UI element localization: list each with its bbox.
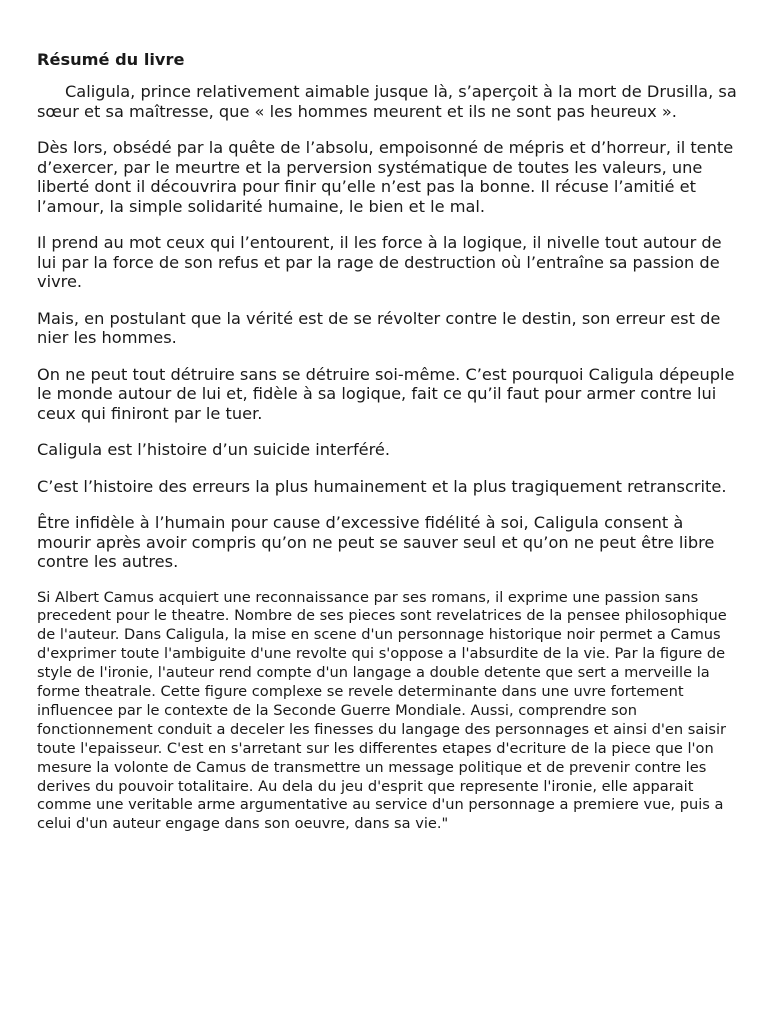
summary-paragraph-2: Dès lors, obsédé par la quête de l’absolu, empoisonné de mépris et d’horreur, il tente d’exercer, par le meurtre et la perversion systématique de toutes les valeurs, une liberté dont il découvrira pour finir qu’elle n’est pas la bonne. Il récuse l’amitié et l’amour, la simple solidarité humaine, le bien et le mal. (37, 138, 734, 216)
summary-paragraph-8: Être infidèle à l’humain pour cause d’excessive fidélité à soi, Caligula consent à mourir après avoir compris qu’on ne peut se sauver seul et qu’on ne peut être libre contre les autres. (37, 513, 715, 571)
summary-paragraph-7: C’est l’histoire des erreurs la plus humainement et la plus tragiquement retranscrite. (37, 476, 727, 496)
summary-paragraph-1: Caligula, prince relativement aimable jusque là, s’aperçoit à la mort de Drusilla, sa sœur et sa maîtresse, que « les hommes meurent et ils ne sont pas heureux ». (37, 82, 737, 121)
summary-paragraph-6: Caligula est l’histoire d’un suicide interféré. (37, 440, 391, 459)
section-title: Résumé du livre (37, 50, 185, 69)
summary-paragraph-5: On ne peut tout détruire sans se détruire soi-même. C’est pourquoi Caligula dépeuple le monde autour de lui et, fidèle à sa logique, fait ce qu’il faut pour armer contre lui ceux qui finiront par le tuer. (37, 364, 735, 423)
book-summary (37, 82, 738, 572)
review-paragraph: Si Albert Camus acquiert une reconnaissance par ses romans, il exprime une passion sans precedent pour le theatre. Nombre de ses pieces sont revelatrices de la pensee philosophique de l'auteur. Dans Caligula, la mise en scene d'un personnage historique noir permet a Camus d'exprimer toute l'ambiguite d'une revolte qui s'oppose a l'absurdite de la vie. Par la figure de style de l'ironie, l'auteur rend compte d'un langage a double detente que sert a merveille la forme theatrale. Cette figure complexe se revele determinante dans une uvre fortement influencee par le contexte de la Seconde Guerre Mondiale. Aussi, comprendre son fonctionnement conduit a deceler les finesses du langage des personnages et ainsi d'en saisir toute l'epaisseur. C'est en s'arretant sur les differentes etapes d'ecriture de la piece que l'on mesure la volonte de Camus de transmettre un message politique et de prevenir contre les derives du pouvoir totalitaire. Au dela du jeu d'esprit que represente l'ironie, elle apparait comme une veritable arme argumentative au service d'un personnage a premiere vue, puis a celui d'un auteur engage dans son oeuvre, dans sa vie." (37, 588, 727, 833)
summary-paragraph-4: Mais, en postulant que la vérité est de se révolter contre le destin, son erreur est de nier les hommes. (37, 308, 721, 347)
summary-paragraph-3: Il prend au mot ceux qui l’entourent, il les force à la logique, il nivelle tout autour de lui par la force de son refus et par la rage de destruction où l’entraîne sa passion de vivre. (37, 233, 722, 291)
